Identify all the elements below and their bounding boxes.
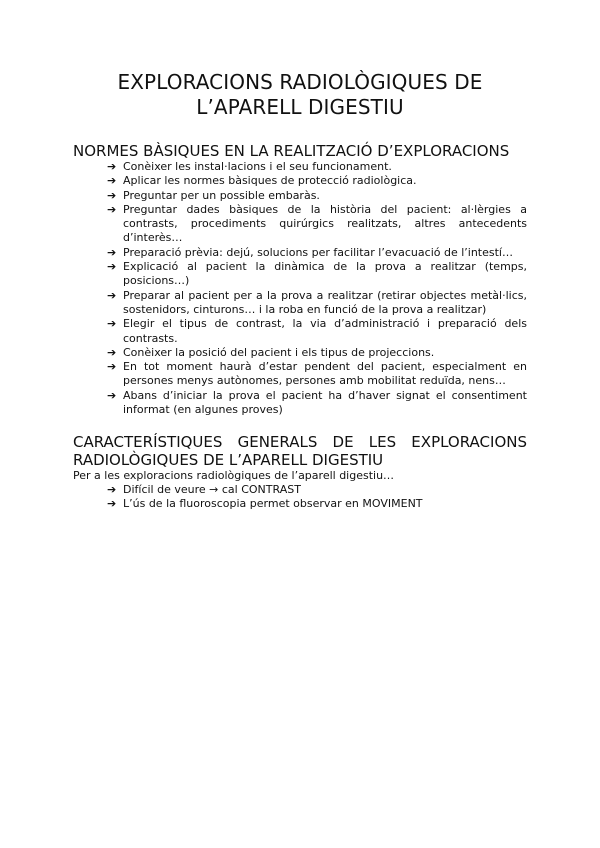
section-caracteristiques-generals [73,433,527,512]
list-item-text: Preparació prèvia: dejú, solucions per facilitar l’evacuació de l’intestí… [123,245,513,259]
list-item-text: Abans d’iniciar la prova el pacient ha d’haver signat el consentiment informat (en algunes proves) [123,388,527,417]
list-item-text: Conèixer la posició del pacient i els tipus de projeccions. [123,345,435,359]
section-normes-basiques [73,142,527,417]
section-heading: NORMES BÀSIQUES EN LA REALITZACIÓ D’EXPLORACIONS [73,142,510,160]
list-item [107,360,527,389]
list-item [107,483,527,497]
document-title [0,70,600,120]
list-item [107,246,527,260]
arrow-bullet-icon: ➔ [107,497,117,511]
list-item [107,260,527,289]
list-item [107,189,527,203]
arrow-bullet-icon: ➔ [107,360,117,374]
arrow-bullet-icon: ➔ [107,160,117,173]
list-item-text: En tot moment haurà d’estar pendent del pacient, especialment en persones menys autònomes, persones amb mobilitat reduïda, nens… [123,360,527,388]
characteristics-list [73,483,527,512]
list-item-text: Difícil de veure → cal CONTRAST [123,483,301,496]
list-item [107,497,527,511]
rules-list [73,160,527,417]
list-item-text: Preguntar per un possible embaràs. [123,188,320,202]
arrow-bullet-icon: ➔ [107,188,117,202]
list-item [107,289,527,318]
arrow-bullet-icon: ➔ [107,345,117,359]
list-item [107,174,527,188]
list-item-text: Conèixer les instal·lacions i el seu funcionament. [123,160,392,173]
document-title-line-2: L’APARELL DIGESTIU [196,95,404,119]
arrow-bullet-icon: ➔ [107,483,117,496]
list-item-text: L’ús de la fluoroscopia permet observar en MOVIMENT [123,497,423,511]
list-item [107,346,527,360]
list-item-text: Aplicar les normes bàsiques de protecció radiològica. [123,174,417,188]
section-heading: CARACTERÍSTIQUES GENERALS DE LES EXPLORACIONS RADIOLÒGIQUES DE L’APARELL DIGESTIU [73,433,527,469]
list-item [107,160,527,174]
arrow-bullet-icon: ➔ [107,174,117,188]
list-item [107,389,527,418]
arrow-bullet-icon: ➔ [107,288,117,302]
arrow-bullet-icon: ➔ [107,388,117,402]
arrow-bullet-icon: ➔ [107,260,117,274]
list-item [107,317,527,346]
list-item-text: Elegir el tipus de contrast, la via d’administració i preparació dels contrasts. [123,317,527,345]
document-title-line-1: EXPLORACIONS RADIOLÒGIQUES DE [117,70,483,94]
list-item-text: Preparar al pacient per a la prova a realitzar (retirar objectes metàl·lics, sostenidors, cinturons… i la roba en funció de la prova a realitzar) [123,288,527,316]
list-item [107,203,527,246]
section-intro: Per a les exploracions radiològiques de l’aparell digestiu… [73,469,395,482]
arrow-bullet-icon: ➔ [107,202,117,216]
arrow-bullet-icon: ➔ [107,245,117,259]
list-item-text: Preguntar dades bàsiques de la història del pacient: al·lèrgies a contrasts, procediments quirúrgics realitzats, altres antecedents d’interès… [123,202,527,245]
list-item-text: Explicació al pacient la dinàmica de la prova a realitzar (temps, posicions…) [123,260,527,288]
arrow-bullet-icon: ➔ [107,317,117,331]
